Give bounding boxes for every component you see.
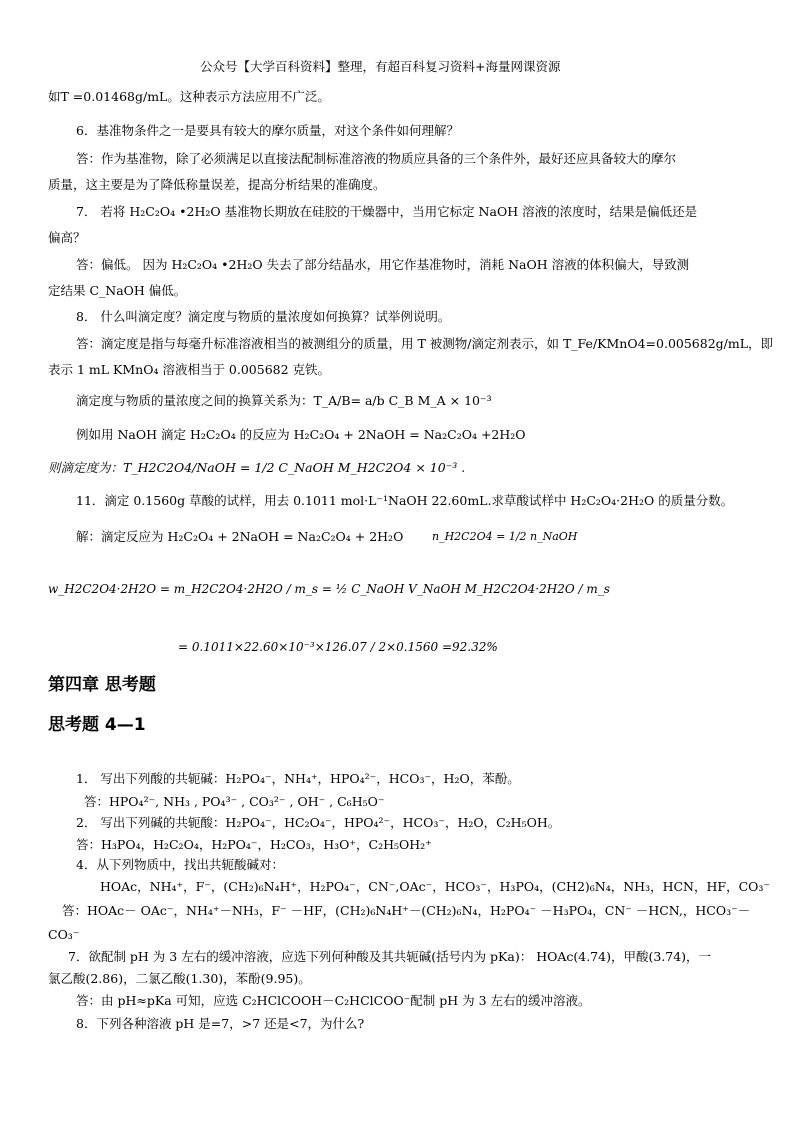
question-2: 2． 写出下列碱的共轭酸：H₂PO₄⁻，HC₂O₄⁻，HPO₄²⁻，HCO₃⁻，H₂O，C₂H₅OH。 (76, 815, 561, 830)
titer-formula: 滴定度与物质的量浓度之间的换算关系为：T_A/B= a/b C_B M_A × 10⁻³ (76, 393, 492, 408)
section-title: 思考题 4—1 (48, 715, 146, 735)
answer-7: 答：偏低。 因为 H₂C₂O₄ •2H₂O 失去了部分结晶水，用它作基准物时，消耗 NaOH 溶液的体积偏大，导致测 (76, 257, 690, 272)
answer-4-cont: CO₃⁻ (48, 927, 80, 942)
question-7b: 7．欲配制 pH 为 3 左右的缓冲溶液，应选下列何种酸及其共轭碱(括号内为 pKa)： HOAc(4.74)，甲酸(3.74)，一 (68, 949, 712, 964)
question-8: 8． 什么叫滴定度？滴定度与物质的量浓度如何换算？试举例说明。 (76, 309, 451, 324)
titer-example: 则滴定度为：T_H2C2O4/NaOH = 1/2 C_NaOH M_H2C2O4 × 10⁻³ . (48, 460, 466, 475)
answer-4: 答：HOAc－ OAc⁻，NH₄⁺－NH₃，F⁻ －HF，(CH₂)₆N₄H⁺－(CH₂)₆N₄，H₂PO₄⁻ －H₃PO₄，CN⁻ －HCN,，HCO₃⁻－ (62, 903, 751, 918)
answer-7b: 答：由 pH≈pKa 可知，应选 C₂HClCOOH－C₂HClCOO⁻配制 pH 为 3 左右的缓冲溶液。 (76, 993, 591, 1008)
question-4-items: HOAc，NH₄⁺，F⁻，(CH₂)₆N₄H⁺，H₂PO₄⁻，CN⁻,OAc⁻，HCO₃⁻，H₃PO₄，(CH2)₆N₄，NH₃，HCN，HF，CO₃⁻ (100, 879, 770, 894)
paragraph-line: 如T =0.01468g/mL。这种表示方法应用不广泛。 (48, 89, 330, 104)
mass-fraction-formula: w_H2C2O4·2H2O = m_H2C2O4·2H2O / m_s = ½ C_NaOH V_NaOH M_H2C2O4·2H2O / m_s (48, 582, 610, 596)
question-7b-cont: 氯乙酸(2.86)，二氯乙酸(1.30)，苯酚(9.95)。 (48, 971, 311, 986)
question-4: 4．从下列物质中，找出共轭酸碱对： (76, 857, 284, 872)
question-7-cont: 偏高？ (48, 230, 86, 245)
answer-7-cont: 定结果 C_NaOH 偏低。 (48, 283, 187, 298)
question-7: 7． 若将 H₂C₂O₄ •2H₂O 基准物长期放在硅胶的干燥器中，当用它标定 NaOH 溶液的浓度时，结果是偏低还是 (76, 204, 698, 219)
answer-8-cont: 表示 1 mL KMnO₄ 溶液相当于 0.005682 克铁。 (48, 362, 331, 377)
mole-ratio: n_H2C2O4 = 1/2 n_NaOH (432, 530, 578, 543)
answer-1: 答：HPO₄²⁻, NH₃ , PO₄³⁻ , CO₃²⁻ , OH⁻ , C₆H₅O⁻ (84, 794, 385, 809)
mass-fraction-result: = 0.1011×22.60×10⁻³×126.07 / 2×0.1560 =92.32% (178, 640, 498, 654)
answer-8: 答：滴定度是指与每毫升标准溶液相当的被测组分的质量，用 T 被测物/滴定剂表示，如 T_Fe/KMnO4=0.005682g/mL，即 (76, 336, 774, 351)
question-11: 11．滴定 0.1560g 草酸的试样，用去 0.1011 mol·L⁻¹NaOH 22.60mL.求草酸试样中 H₂C₂O₄·2H₂O 的质量分数。 (76, 493, 734, 508)
page-header: 公众号【大学百科资料】整理，有超百科复习资料+海量网课资源 (200, 59, 561, 74)
question-1: 1． 写出下列酸的共轭碱：H₂PO₄⁻，NH₄⁺，HPO₄²⁻，HCO₃⁻，H₂O，苯酚。 (76, 771, 520, 786)
question-6: 6．基准物条件之一是要具有较大的摩尔质量，对这个条件如何理解？ (76, 123, 459, 138)
answer-6-cont: 质量，这主要是为了降低称量误差，提高分析结果的准确度。 (48, 177, 386, 192)
answer-6: 答：作为基准物，除了必须满足以直接法配制标准溶液的物质应具备的三个条件外，最好还应具备较大的摩尔 (76, 151, 677, 166)
chapter-title: 第四章 思考题 (48, 675, 156, 695)
question-8b: 8．下列各种溶液 pH 是=7，>7 还是<7，为什么? (76, 1016, 365, 1031)
example-reaction: 例如用 NaOH 滴定 H₂C₂O₄ 的反应为 H₂C₂O₄ + 2NaOH = Na₂C₂O₄ +2H₂O (76, 427, 526, 442)
solution-reaction: 解：滴定反应为 H₂C₂O₄ + 2NaOH = Na₂C₂O₄ + 2H₂O (76, 529, 404, 544)
answer-2: 答：H₃PO₄，H₂C₂O₄，H₂PO₄⁻，H₂CO₃，H₃O⁺，C₂H₅OH₂⁺ (76, 837, 432, 852)
